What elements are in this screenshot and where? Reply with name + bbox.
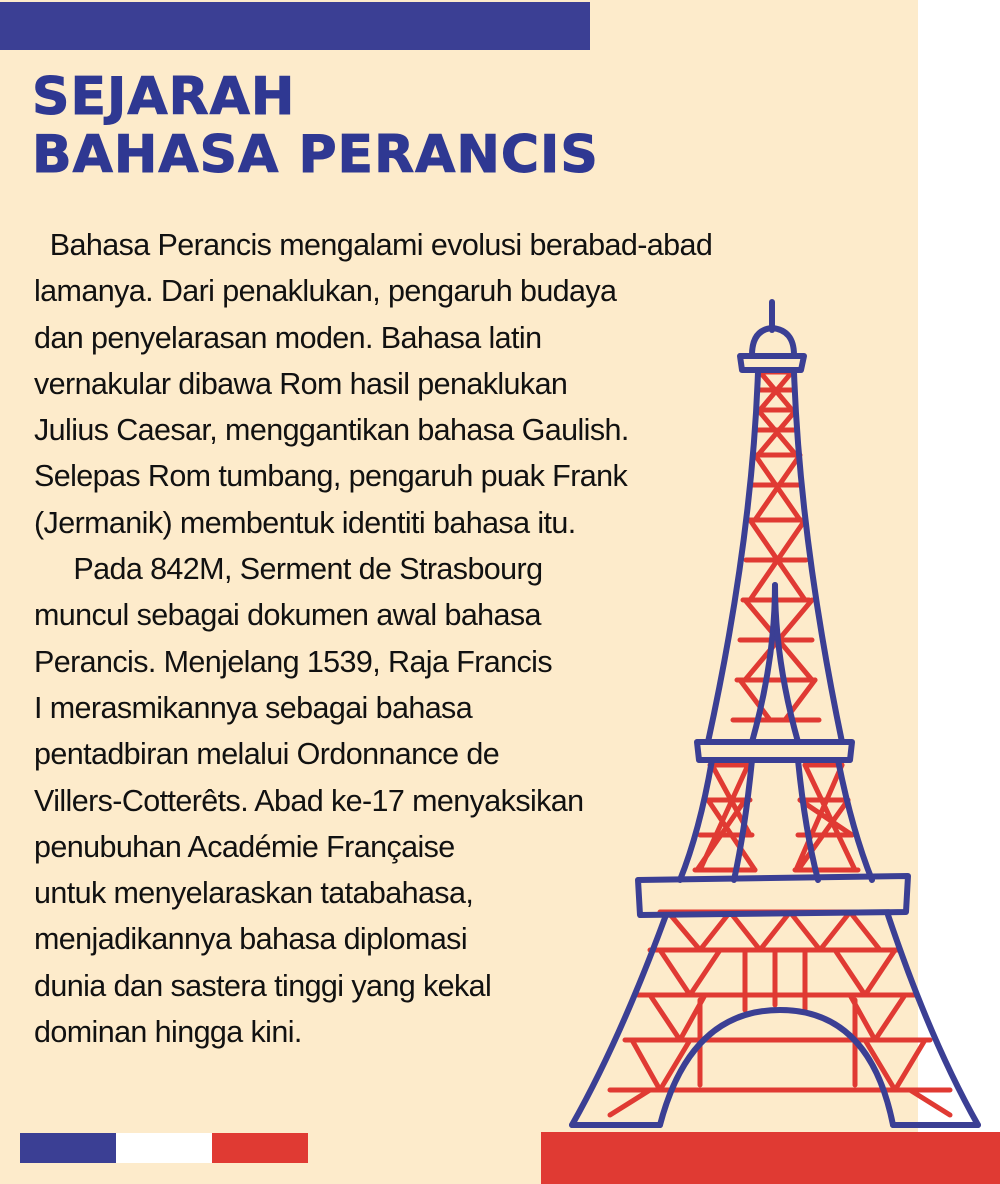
flag-stripe-red xyxy=(212,1133,308,1163)
flag-stripe-blue xyxy=(20,1133,116,1163)
body-line: dominan hingga kini. xyxy=(34,1015,302,1050)
body-line: I merasmikannya sebagai bahasa xyxy=(34,690,473,725)
body-line: Julius Caesar, menggantikan bahasa Gaulish. xyxy=(34,413,629,448)
french-flag-icon xyxy=(20,1133,308,1163)
body-line: Pada 842M, Serment de Strasbourg xyxy=(34,552,543,587)
flag-stripe-white xyxy=(116,1133,212,1163)
body-line: muncul sebagai dokumen awal bahasa xyxy=(34,598,541,633)
body-line: dan penyelarasan moden. Bahasa latin xyxy=(34,320,542,355)
title-line-2: BAHASA PERANCIS xyxy=(32,125,599,185)
body-line: Selepas Rom tumbang, pengaruh puak Frank xyxy=(34,459,628,494)
top-accent-bar xyxy=(0,2,590,50)
body-line: penubuhan Académie Française xyxy=(34,829,455,864)
eiffel-tower-icon xyxy=(560,295,1000,1140)
body-line: Villers-Cotterêts. Abad ke-17 menyaksikan xyxy=(34,783,584,818)
body-line: vernakular dibawa Rom hasil penaklukan xyxy=(34,366,568,401)
body-line: menjadikannya bahasa diplomasi xyxy=(34,922,468,957)
page-title xyxy=(32,68,599,184)
body-line: pentadbiran melalui Ordonnance de xyxy=(34,737,500,772)
body-line: Bahasa Perancis mengalami evolusi berabad-abad xyxy=(34,228,713,262)
body-line: lamanya. Dari penaklukan, pengaruh budaya xyxy=(34,274,617,309)
body-line: Perancis. Menjelang 1539, Raja Francis xyxy=(34,644,553,679)
body-line: (Jermanik) membentuk identiti bahasa itu. xyxy=(34,505,576,540)
body-line: dunia dan sastera tinggi yang kekal xyxy=(34,968,492,1003)
title-line-1: SEJARAH xyxy=(32,67,296,127)
body-line: untuk menyelaraskan tatabahasa, xyxy=(34,876,474,911)
